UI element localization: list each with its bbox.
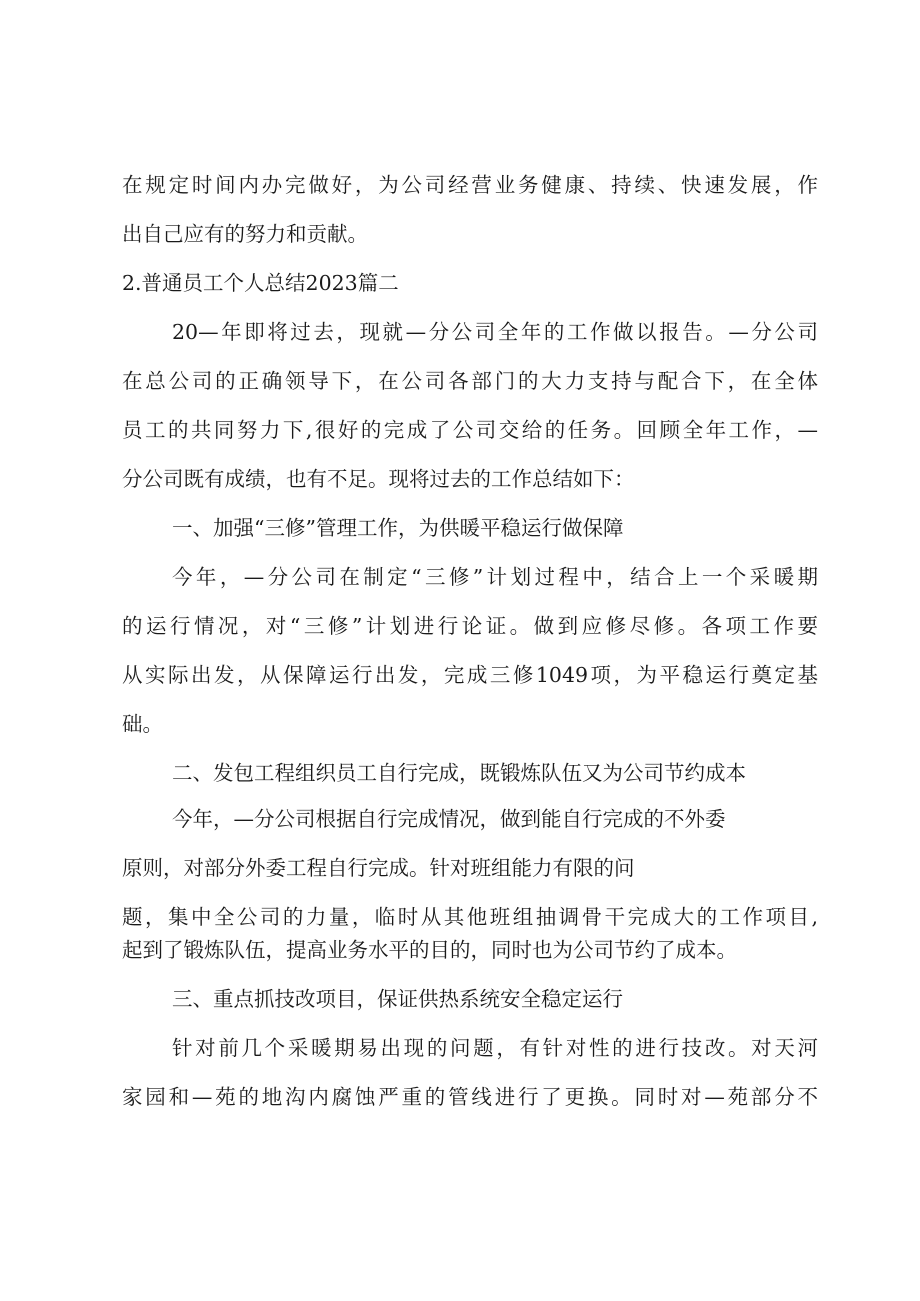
body-text-line: 家园和—苑的地沟内腐蚀严重的管线进行了更换。同时对—苑部分不	[122, 1085, 818, 1109]
body-text-line: 分公司既有成绩，也有不足。现将过去的工作总结如下：	[122, 467, 635, 491]
subsection-heading: 一、加强“三修”管理工作，为供暖平稳运行做保障	[172, 516, 624, 540]
body-text-line: 针对前几个采暖期易出现的问题，有针对性的进行技改。对天河	[172, 1036, 818, 1060]
subsection-heading: 二、发包工程组织员工自行完成，既锻炼队伍又为公司节约成本	[172, 761, 746, 785]
body-text-line: 20—年即将过去，现就—分公司全年的工作做以报告。—分公司	[172, 320, 818, 344]
body-text-line: 出自己应有的努力和贡献。	[122, 222, 368, 246]
body-text-line: 原则，对部分外委工程自行完成。针对班组能力有限的问	[122, 856, 635, 880]
body-text-line: 今年，—分公司在制定“三修”计划过程中，结合上一个采暖期	[172, 565, 818, 589]
body-text-line: 在总公司的正确领导下，在公司各部门的大力支持与配合下，在全体	[122, 369, 818, 393]
body-text-line: 础。	[122, 712, 163, 736]
body-text-line: 今年，—分公司根据自行完成情况，做到能自行完成的不外委	[172, 807, 726, 831]
body-text-line: 员工的共同努力下,很好的完成了公司交给的任务。回顾全年工作，—	[122, 418, 818, 442]
section-heading: 2.普通员工个人总结2023篇二	[122, 271, 399, 295]
body-text-line: 从实际出发，从保障运行出发，完成三修1049项，为平稳运行奠定基	[122, 663, 818, 687]
body-text-line: 起到了锻炼队伍，提高业务水平的目的，同时也为公司节约了成本。	[122, 938, 737, 962]
subsection-heading: 三、重点抓技改项目，保证供热系统安全稳定运行	[172, 987, 623, 1011]
body-text-line: 在规定时间内办完做好，为公司经营业务健康、持续、快速发展，作	[122, 173, 818, 197]
body-text-line: 题，集中全公司的力量，临时从其他班组抽调骨干完成大的工作项目,	[122, 905, 818, 929]
body-text-line: 的运行情况，对“三修”计划进行论证。做到应修尽修。各项工作要	[122, 614, 818, 638]
